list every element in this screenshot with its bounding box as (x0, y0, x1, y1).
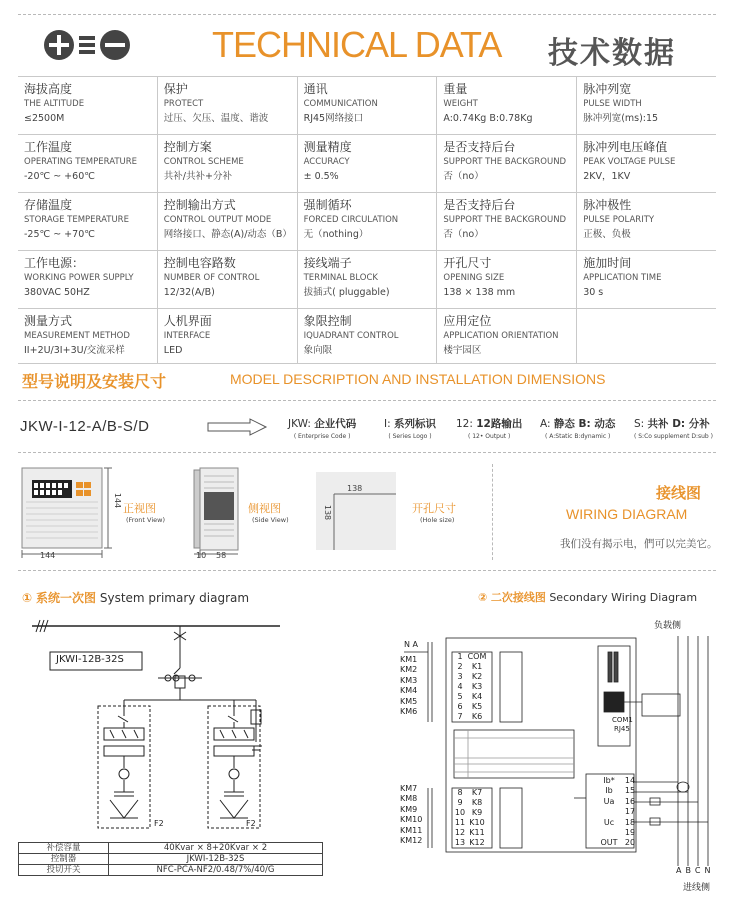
spec-cell (436, 135, 576, 192)
spec-val: 脉冲列宽(ms):15 (583, 113, 659, 124)
legend-item: A: 静态 B: 动态 ( A:Static B:dynamic ) (540, 418, 616, 440)
spec-en: OPENING SIZE (443, 273, 505, 283)
terminal: 4 K3 (457, 682, 483, 691)
front-height-label: 144 (113, 492, 123, 509)
spec-cell (576, 77, 716, 134)
spec-val: 30 s (583, 287, 604, 298)
terminal: 17 (624, 807, 636, 817)
spec-cn: 脉冲极性 (583, 198, 632, 212)
spec-cell (436, 77, 576, 134)
terminal: 19 (624, 828, 636, 838)
spec-cell (297, 135, 437, 192)
front-view-label: 正视图 (123, 502, 156, 515)
spec-cell (297, 309, 437, 363)
spec-en: CONTROL SCHEME (163, 157, 244, 167)
km-label: KM7 (400, 784, 418, 793)
spec-val: 380VAC 50HZ (24, 287, 90, 298)
branch2-fuse-label: F2 (246, 819, 256, 828)
model-title-en: MODEL DESCRIPTION AND INSTALLATION DIMENSIONS (230, 371, 606, 387)
side-b-label: 58 (216, 551, 227, 560)
spec-cn: 控制输出方式 (163, 198, 236, 212)
spec-cn: 测量精度 (303, 140, 352, 154)
spec-cn: 控制方案 (163, 140, 212, 154)
system-diagram-title: ① 系统一次图 System primary diagram (22, 591, 250, 605)
km-label: KM12 (400, 836, 423, 846)
terminal: 8 K7 (457, 788, 483, 797)
secondary-diagram-title: ② 二次接线图 Secondary Wiring Diagram (478, 591, 698, 604)
km-label: KM6 (400, 707, 418, 717)
spec-val: 共补/共补+分补 (163, 171, 232, 182)
km-label: KM2 (400, 665, 418, 675)
spec-cell (18, 251, 157, 308)
spec-cell (18, 193, 157, 250)
terminal: 12 K11 (454, 828, 485, 837)
spec-val: -20℃ ~ +60℃ (24, 171, 95, 182)
spec-en: IQUADRANT CONTROL (303, 331, 399, 341)
spec-cell (18, 135, 157, 192)
spec-cell (18, 309, 157, 363)
spec-en: COMMUNICATION (303, 99, 378, 109)
spec-en: SUPPORT THE BACKGROUND (443, 157, 567, 167)
spec-en: STORAGE TEMPERATURE (24, 215, 129, 225)
spec-row (18, 250, 716, 308)
spec-cell (576, 193, 716, 250)
spec-en: WEIGHT (443, 99, 478, 109)
spec-cell (436, 193, 576, 250)
legend-item: 12: 12路输出 ( 12• Output ) (456, 418, 523, 440)
spec-cn: 是否支持后台 (443, 140, 516, 154)
hole-width-label: 138 (347, 484, 363, 493)
km-label: KM11 (400, 825, 423, 835)
views-vertical-divider (492, 464, 493, 560)
spec-cell (576, 135, 716, 192)
terminal: 1 COM (457, 652, 487, 661)
spec-val: 138 × 138 mm (443, 287, 516, 298)
spec-val: 否（no） (443, 171, 484, 182)
spec-en: FORCED CIRCULATION (303, 215, 399, 225)
spec-en: INTERFACE (163, 331, 211, 341)
spec-val: 无（nothing） (303, 229, 369, 240)
terminal: 7 K6 (457, 712, 483, 721)
spec-row (18, 76, 716, 134)
spec-en: MEASUREMENT METHOD (24, 331, 130, 341)
page-title-cn: 技术数据 (548, 36, 676, 71)
spec-val: 拔插式( pluggable) (303, 287, 390, 298)
spec-val: A:0.74Kg B:0.78Kg (443, 113, 533, 124)
spec-en: SUPPORT THE BACKGROUND (443, 215, 567, 225)
model-title-cn: 型号说明及安装尺寸 (22, 372, 167, 391)
terminal: 5 K4 (457, 692, 483, 701)
km-top-list (400, 655, 417, 717)
terminal: 9 K8 (457, 798, 483, 807)
spec-cn: 开孔尺寸 (443, 256, 492, 270)
spec-en: APPLICATION ORIENTATION (443, 331, 559, 341)
side-a-label: 10 (196, 551, 207, 560)
spec-grid (18, 76, 716, 364)
side-view-label: 侧视图 (248, 502, 281, 515)
spec-val: 网络接口、静态(A)/动态（B） (163, 229, 292, 240)
terminal: Ua 16 (603, 796, 636, 806)
terminal: OUT 20 (600, 838, 636, 848)
spec-val: 正极、负极 (583, 229, 631, 240)
spec-cn: 海拔高度 (24, 82, 73, 96)
spec-cell (436, 309, 576, 363)
terminal: Uc 18 (603, 817, 636, 827)
legend-item: I: 系列标识 ( Series Logo ) (384, 418, 436, 440)
top-divider (18, 14, 716, 15)
side-view-sub: (Side View) (252, 516, 289, 524)
spec-en: CONTROL OUTPUT MODE (163, 215, 272, 225)
spec-val: ± 0.5% (303, 171, 339, 182)
front-view-sub: (Front View) (126, 516, 166, 524)
terminal: Ib* 14 (603, 776, 636, 785)
spec-val: 否（no） (443, 229, 484, 240)
spec-row (18, 134, 716, 192)
table-row: 控制器 JKWI-12B-32S (19, 854, 323, 865)
spec-cell (157, 193, 297, 250)
system-device-label: JKWI-12B-32S (56, 654, 124, 665)
front-width-label: 144 (40, 551, 56, 560)
hole-size-sub: (Hole size) (420, 516, 455, 524)
system-spec-table (18, 842, 323, 876)
spec-cell (157, 309, 297, 363)
views-divider-top (18, 452, 716, 453)
phase-label: B (685, 866, 695, 875)
km-label: KM4 (400, 686, 418, 696)
hole-size-label: 开孔尺寸 (412, 502, 456, 515)
terminal: 11 K10 (454, 818, 485, 827)
terminal: 13 K12 (454, 838, 485, 847)
spec-en: PULSE WIDTH (583, 99, 642, 109)
km-label: KM8 (400, 794, 418, 804)
spec-cn: 存储温度 (24, 198, 73, 212)
spec-cell (18, 77, 157, 134)
model-code: JKW-I-12-A/B-S/D (20, 418, 150, 435)
spec-val: 12/32(A/B) (163, 287, 215, 298)
spec-en: THE ALTITUDE (24, 99, 85, 109)
spec-row (18, 308, 716, 364)
spec-cell (297, 251, 437, 308)
spec-cell (436, 251, 576, 308)
spec-cell (157, 251, 297, 308)
spec-cn: 通讯 (303, 82, 328, 96)
in-side-label: 进线侧 (683, 883, 711, 893)
spec-cn: 施加时间 (583, 256, 632, 270)
spec-en: PROTECT (163, 99, 204, 109)
wiring-note: 我们没有揭示电，們可以完美它。 (560, 538, 718, 550)
spec-row (18, 192, 716, 250)
spec-en: OPERATING TEMPERATURE (24, 157, 138, 167)
com-label: COM1 (612, 716, 633, 724)
spec-val: ≤2500M (24, 113, 65, 124)
spec-en: APPLICATION TIME (583, 273, 662, 283)
spec-cell (576, 309, 716, 363)
spec-cell (157, 135, 297, 192)
spec-en: PEAK VOLTAGE PULSE (583, 157, 676, 167)
spec-cell (297, 193, 437, 250)
spec-val: LED (163, 345, 183, 356)
spec-cn: 测量方式 (24, 314, 73, 328)
spec-val: II+2U/3I+3U/交流采样 (24, 345, 125, 356)
views-divider-bottom (18, 570, 716, 571)
spec-cell (297, 77, 437, 134)
phase-label: A (676, 866, 686, 875)
terminal: 6 K5 (457, 702, 483, 711)
spec-val: 象向限 (303, 345, 333, 356)
spec-cell (576, 251, 716, 308)
secondary-wiring-diagram (398, 612, 718, 910)
spec-cn: 保护 (163, 82, 188, 96)
km-label: KM10 (400, 815, 423, 825)
front-view-drawing (18, 462, 128, 560)
spec-val: 过压、欠压、温度、谐波 (163, 113, 269, 124)
table-row: 补偿容量 40Kvar × 8+20Kvar × 2 (19, 843, 323, 854)
terminal: 10 K9 (454, 808, 483, 817)
rj45-label: RJ45 (614, 725, 630, 733)
spec-cn: 工作温度 (24, 140, 73, 154)
terminals-top (453, 652, 487, 722)
spec-cn: 象限控制 (303, 314, 352, 328)
spec-cn: 是否支持后台 (443, 198, 516, 212)
terminal: Ib 15 (605, 786, 636, 796)
brand-logo (42, 27, 132, 63)
phase-labels (676, 866, 714, 875)
terminals-bottom (453, 788, 487, 848)
legend-item: S: 共补 D: 分补 ( S:Co supplement D:sub ) (634, 418, 713, 440)
spec-en: ACCURACY (303, 157, 350, 167)
terminal: 2 K1 (457, 662, 483, 671)
spec-cn: 脉冲列宽 (583, 82, 632, 96)
spec-cn: 控制电容路数 (163, 256, 236, 270)
phase-label: C (694, 866, 705, 875)
km-label: KM1 (400, 655, 418, 664)
spec-val: RJ45网络接口 (303, 113, 364, 124)
branch1-fuse-label: F2 (154, 819, 164, 828)
wiring-title-cn: 接线图 (656, 484, 702, 502)
spec-cn: 脉冲列电压峰值 (583, 140, 668, 154)
spec-val: -25℃ ~ +70℃ (24, 229, 95, 240)
spec-cn: 应用定位 (443, 314, 492, 328)
spec-cn: 工作电源： (24, 256, 85, 270)
model-divider (18, 400, 716, 401)
page-title-en: TECHNICAL DATA (212, 24, 502, 65)
load-side-label: 负载侧 (654, 621, 682, 631)
side-view-drawing (192, 462, 244, 560)
phase-label: N (704, 866, 715, 875)
spec-en: TERMINAL BLOCK (303, 273, 378, 283)
hole-height-label: 138 (323, 504, 333, 521)
na-label: N A (404, 640, 418, 649)
legend-item: JKW: 企业代码 ( Enterprise Code ) (288, 418, 357, 440)
spec-val: 楼宇园区 (443, 345, 482, 356)
km-label: KM3 (400, 675, 418, 685)
arrow-right-icon (206, 417, 268, 437)
km-label: KM9 (400, 804, 418, 814)
km-bottom-list (400, 784, 422, 846)
spec-cn: 接线端子 (303, 256, 352, 270)
terminals-right (598, 776, 640, 849)
spec-en: WORKING POWER SUPPLY (24, 273, 134, 283)
spec-cn: 强制循环 (303, 198, 352, 212)
table-row: 投切开关 NFC-PCA-NF2/0.48/7%/40/G (19, 865, 323, 876)
system-primary-diagram (18, 612, 318, 840)
spec-en: NUMBER OF CONTROL (163, 273, 260, 283)
spec-cell (157, 77, 297, 134)
spec-cn: 人机界面 (163, 314, 212, 328)
terminal: 3 K2 (457, 672, 483, 681)
spec-cn: 重量 (443, 82, 468, 96)
spec-val: 2KV，1KV (583, 171, 631, 182)
spec-en: PULSE POLARITY (583, 215, 655, 225)
wiring-title-en: WIRING DIAGRAM (566, 506, 688, 522)
km-label: KM5 (400, 696, 418, 706)
